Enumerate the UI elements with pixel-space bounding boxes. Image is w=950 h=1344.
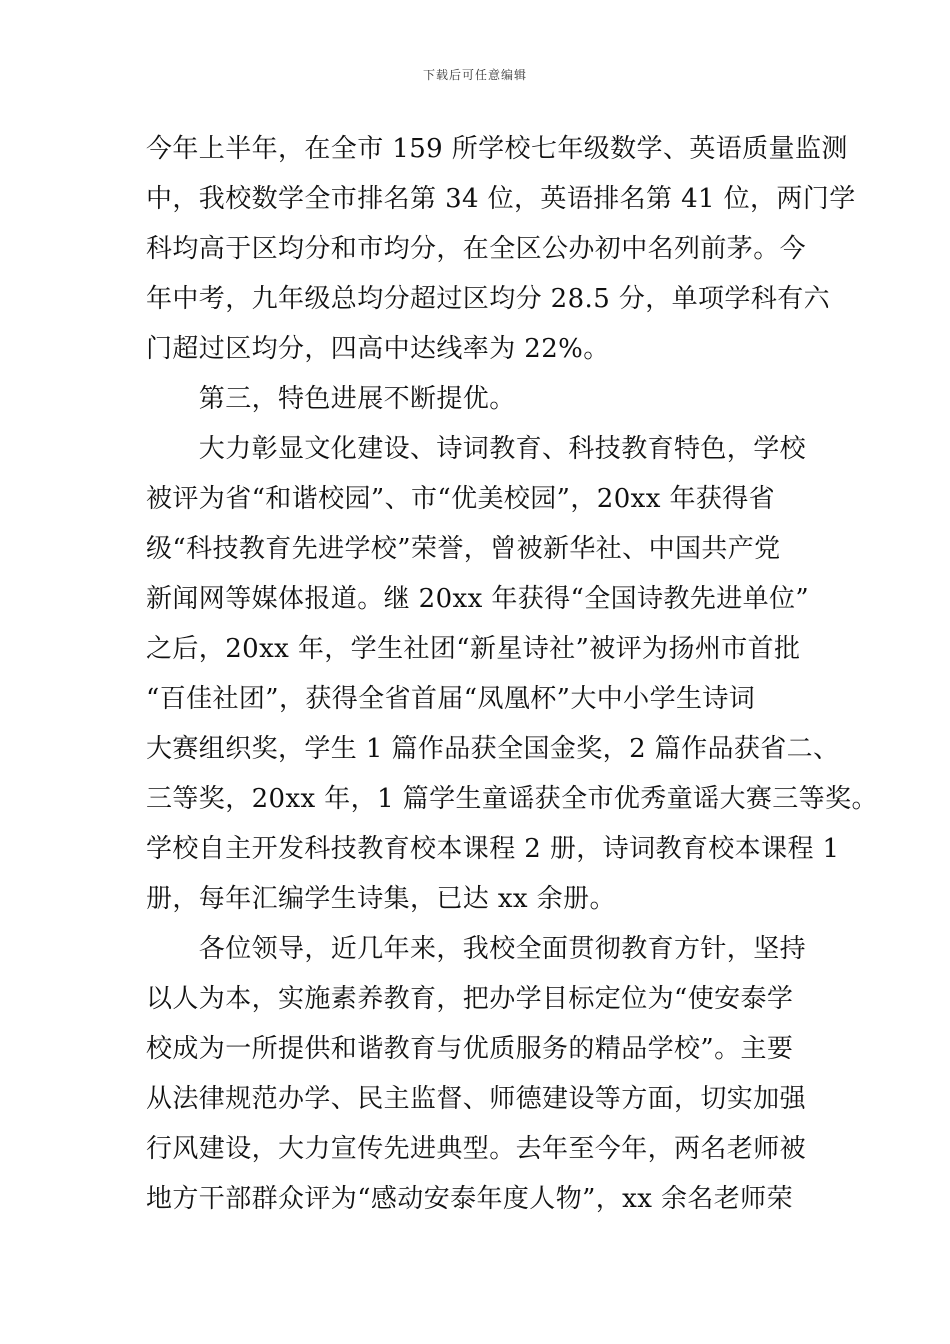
text-line: 门超过区均分，四高中达线率为 22%。 — [146, 334, 610, 364]
text-line: 册，每年汇编学生诗集，已达 xx 余册。 — [146, 884, 616, 914]
text-line: 各位领导，近几年来，我校全面贯彻教育方针，坚持 — [146, 934, 807, 964]
text-line: 年中考，九年级总均分超过区均分 28.5 分，单项学科有六 — [146, 284, 831, 314]
text-line: 行风建设，大力宣传先进典型。去年至今年，两名老师被 — [146, 1134, 807, 1164]
text-line: 今年上半年，在全市 159 所学校七年级数学、英语质量监测 — [146, 134, 848, 164]
text-line: 校成为一所提供和谐教育与优质服务的精品学校”。主要 — [146, 1034, 794, 1064]
text-line: 级“科技教育先进学校”荣誉，曾被新华社、中国共产党 — [146, 534, 781, 564]
text-line: “百佳社团”，获得全省首届“凤凰杯”大中小学生诗词 — [146, 684, 756, 714]
text-line: 从法律规范办学、民主监督、师德建设等方面，切实加强 — [146, 1084, 807, 1114]
text-line: 科均高于区均分和市均分，在全区公办初中名列前茅。今 — [146, 234, 807, 264]
page-header: 下载后可任意编辑 — [422, 68, 527, 82]
text-line: 大力彰显文化建设、诗词教育、科技教育特色，学校 — [146, 434, 807, 464]
text-line: 地方干部群众评为“感动安泰年度人物”，xx 余名老师荣 — [146, 1184, 793, 1214]
text-line: 第三，特色进展不断提优。 — [146, 384, 516, 414]
text-line: 以人为本，实施素养教育，把办学目标定位为“使安泰学 — [146, 984, 794, 1014]
text-line: 中，我校数学全市排名第 34 位，英语排名第 41 位，两门学 — [146, 184, 856, 214]
text-line: 大赛组织奖，学生 1 篇作品获全国金奖，2 篇作品获省二、 — [146, 734, 840, 764]
text-line: 三等奖，20xx 年，1 篇学生童谣获全市优秀童谣大赛三等奖。 — [146, 784, 878, 814]
text-line: 之后，20xx 年，学生社团“新星诗社”被评为扬州市首批 — [146, 634, 801, 664]
text-line: 学校自主开发科技教育校本课程 2 册，诗词教育校本课程 1 — [146, 834, 840, 864]
text-line: 新闻网等媒体报道。继 20xx 年获得“全国诗教先进单位” — [146, 584, 810, 614]
text-line: 被评为省“和谐校园”、市“优美校园”，20xx 年获得省 — [146, 484, 776, 514]
